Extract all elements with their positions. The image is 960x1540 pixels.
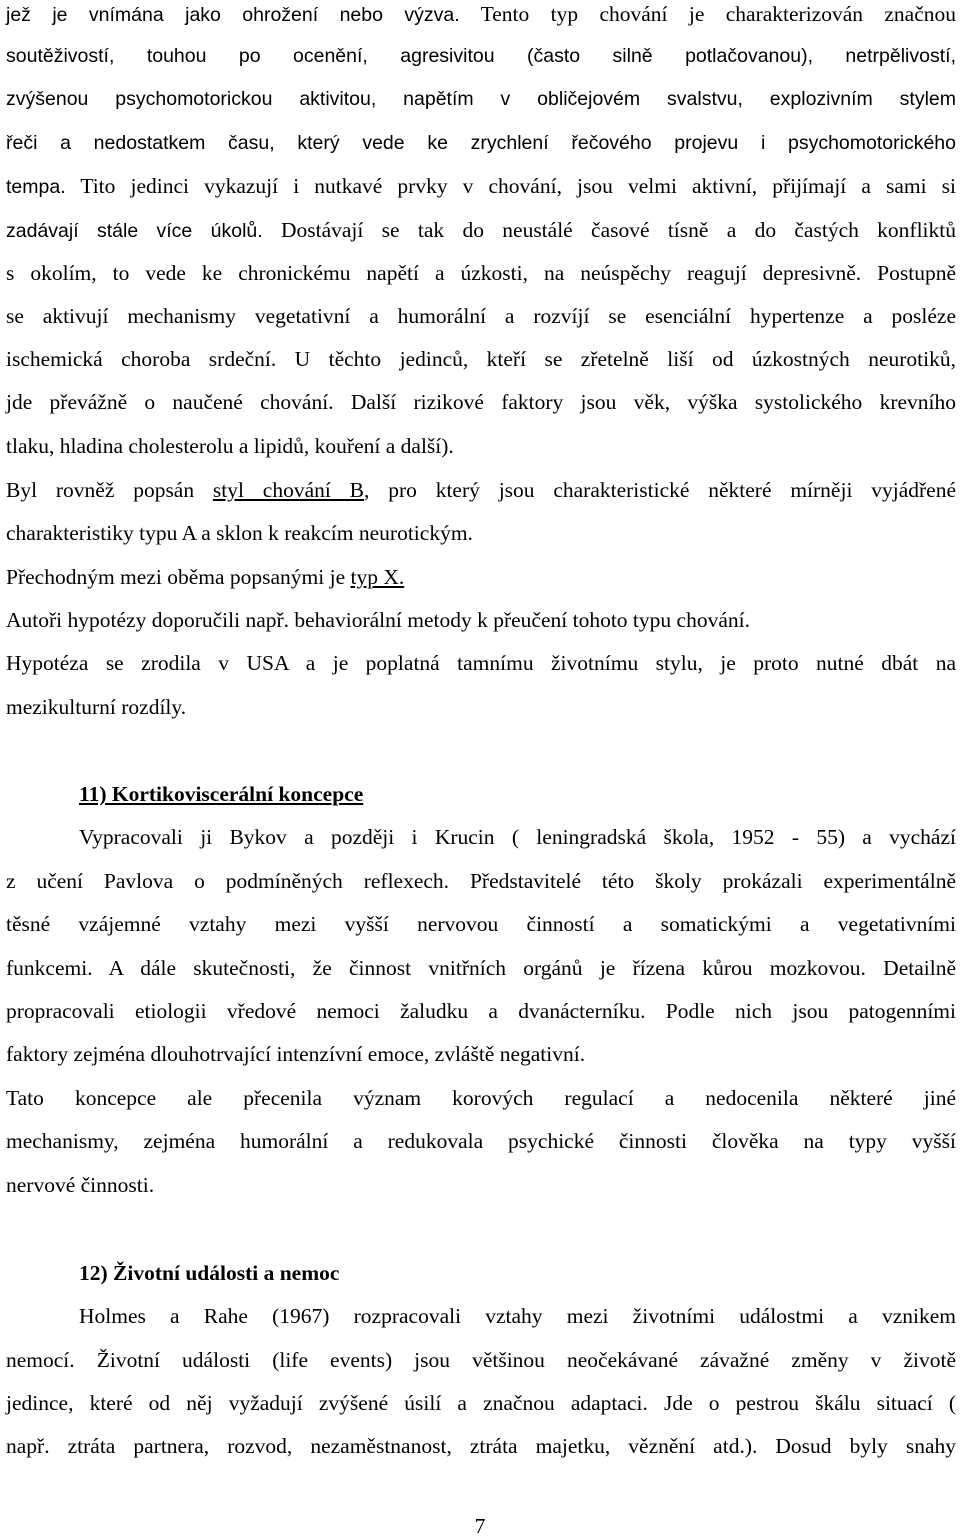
text-line: řeči a nedostatkem času, který vede ke zrychlení řečového projevu i psychomotorického	[6, 132, 956, 154]
text-line: z učení Pavlova o podmíněných reflexech. Představitelé této školy prokázali experimentálně	[6, 869, 956, 893]
text-line: se aktivují mechanismy vegetativní a humorální a rozvíjí se esenciální hypertenze a posléze	[6, 304, 956, 328]
text-line: faktory zejména dlouhotrvající intenzívní emoce, zvláště negativní.	[6, 1042, 586, 1066]
text-line: nervové činnosti.	[6, 1173, 155, 1197]
text-line: mezikulturní rozdíly.	[6, 695, 187, 719]
text-line	[6, 0, 956, 29]
section-heading: 11) Kortikoviscerální koncepce	[79, 782, 364, 806]
text-run: Dostávají se tak do neustálé časové tísně a do častých konfliktů	[262, 218, 956, 242]
text-line: Hypotéza se zrodila v USA a je poplatná tamnímu životnímu stylu, je proto nutné dbát na	[6, 651, 956, 675]
text-line: mechanismy, zejména humorální a redukovala psychické činnosti člověka na typy vyšší	[6, 1129, 956, 1153]
text-run: Tento typ chování je charakterizován značnou	[459, 2, 956, 26]
text-run: , pro který jsou charakteristické některé mírněji vyjádřené	[364, 478, 957, 502]
text-line: zvýšenou psychomotorickou aktivitou, napětím v obličejovém svalstvu, explozivním stylem	[6, 88, 956, 110]
text-run: Tito jedinci vykazují i nutkavé prvky v chování, jsou velmi aktivní, přijímají a sami si	[65, 174, 956, 198]
text-line: jedince, které od něj vyžadují zvýšené úsilí a značnou adaptaci. Jde o pestrou škálu situací (	[6, 1391, 956, 1415]
text-run: zadávají stále více úkolů.	[6, 220, 263, 242]
text-run: Přechodným mezi oběma popsanými je	[6, 565, 351, 589]
text-line	[6, 476, 956, 504]
text-line: Tato koncepce ale přecenila význam korových regulací a nedocenila některé jiné	[6, 1086, 956, 1110]
text-line: Vypracovali ji Bykov a později i Krucin ( leningradská škola, 1952 - 55) a vychází	[79, 825, 956, 849]
text-run: tempa.	[6, 176, 66, 198]
text-line: charakteristiky typu A a sklon k reakcím neurotickým.	[6, 521, 473, 545]
text-line: Holmes a Rahe (1967) rozpracovali vztahy mezi životními událostmi a vznikem	[79, 1304, 956, 1328]
text-line: tlaku, hladina cholesterolu a lipidů, kouření a další).	[6, 434, 454, 458]
section-heading: 12) Životní události a nemoc	[79, 1261, 340, 1285]
text-line: těsné vzájemné vztahy mezi vyšší nervovou činností a somatickými a vegetativními	[6, 912, 956, 936]
text-line: s okolím, to vede ke chronickému napětí a úzkosti, na neúspěchy reagují depresivně. Postupně	[6, 261, 956, 285]
text-line: jde převážně o naučené chování. Další rizikové faktory jsou věk, výška systolického krevního	[6, 390, 956, 414]
text-run: Byl rovněž popsán	[6, 478, 213, 502]
underlined-term: styl chování B	[212, 478, 365, 502]
text-line: soutěživostí, touhou po ocenění, agresivitou (často silně potlačovanou), netrpělivostí,	[6, 45, 956, 67]
text-line	[6, 563, 956, 591]
text-run: jež je vnímána jako ohrožení nebo výzva.	[6, 4, 460, 26]
text-line: ischemická choroba srdeční. U těchto jedinců, kteří se zřetelně liší od úzkostných neurotiků,	[6, 347, 956, 371]
page-number: 7	[474, 1514, 486, 1538]
text-line: propracovali etiologii vředové nemoci žaludku a dvanácterníku. Podle nich jsou patogenními	[6, 999, 956, 1023]
text-line: funkcemi. A dále skutečnosti, že činnost vnitřních orgánů je řízena kůrou mozkovou. Detailně	[6, 956, 956, 980]
text-line: nemocí. Životní události (life events) jsou většinou neočekávané závažné změny v životě	[6, 1348, 956, 1372]
text-line: např. ztráta partnera, rozvod, nezaměstnanost, ztráta majetku, věznění atd.). Dosud byly snahy	[6, 1434, 956, 1458]
underlined-term: typ X.	[350, 565, 405, 589]
text-line	[6, 172, 956, 201]
text-line: Autoři hypotézy doporučili např. behaviorální metody k přeučení tohoto typu chování.	[6, 608, 750, 632]
text-line	[6, 216, 956, 245]
